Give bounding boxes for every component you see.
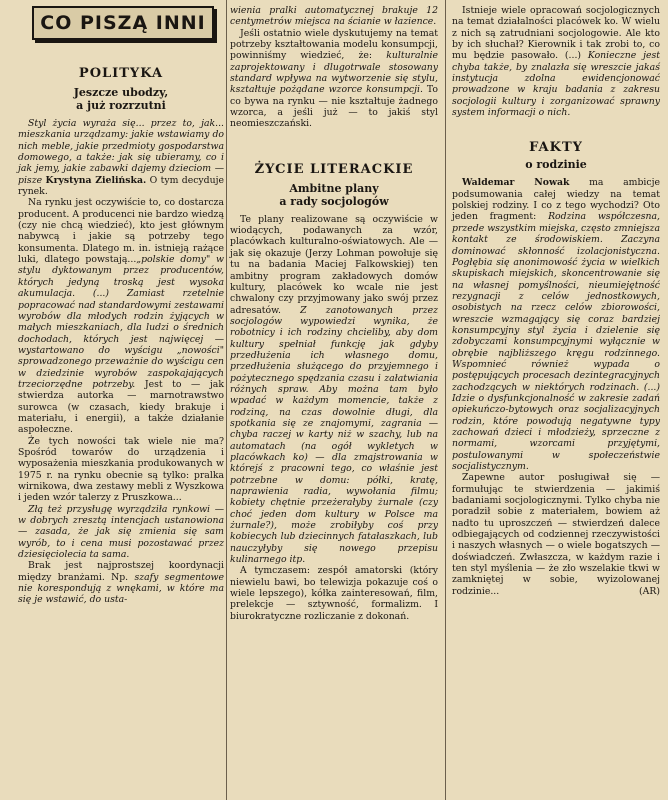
- quote: szafy segmentowe nie korespondują z wnękami, w które ma się je wstawić, do usta-: [18, 571, 224, 606]
- lede-end: O tym decyduje rynek.: [18, 174, 224, 198]
- paragraph: Na rynku jest oczywiście to, co dostarcza producent. A producenci nie bardzo wiedzą (czy nie chcą wiedzieć), kto jest głównym nabywcą i jakie są potrzeby tego konsumenta. Dlatego m. in. istnieją rażące luki, dlatego powstają...: [18, 197, 224, 266]
- headline-line-2: a rady socjologów: [279, 194, 389, 208]
- section-title-polityka: POLITYKA: [78, 66, 164, 81]
- paragraph: ma ambicje podsumowania całej wiedzy na temat polskiej rodziny. I co z tego wychodzi? Oto jeden fragment:: [452, 177, 660, 223]
- column-3: [452, 0, 660, 597]
- column-1: [18, 0, 224, 606]
- article-fakty: [452, 177, 660, 597]
- paragraph: Zapewne autor posługiwał się — formułując te stwierdzenia — jakimiś badaniami socjologicznymi. Tylko chyba nie poradził sobie z materiałem, bowiem aż nadto tu uproszczeń — stwierdzeń dalece odbiegających od codziennej rzeczywistości i naszych własnych — o wiele bogatszych — doświadczeń. Zwłaszcza, w każdym razie i ten styl myślenia — że zło wszelakie tkwi w zamkniętej w sobie, wyizolowanej rodzinie...: [452, 472, 660, 597]
- headline-line-1: Jeszcze ubodzy,: [73, 86, 169, 99]
- paragraph: To co bywa na rynku — nie kształtuje żadnego wzorca, a jeśli już — to jakiś styl neomieszczański.: [230, 84, 438, 130]
- headline-line-1: Ambitne plany: [289, 181, 379, 195]
- paragraph: Te plany realizowane są oczywiście w wiodących, podawanych za wzór, placówkach kulturalno-oświatowych. Ale — jak się okazuje (Jerzy Lohman powołuje się tu na badania Maciej Falkowskiej) ten ambitny program zakładowych domów kultury, placówek ko wcale nie jest chwalony czy przyjmowany jako swój przez adresatów.: [230, 213, 438, 316]
- banner-co-pisza-inni: CO PISZĄ INNI: [32, 6, 214, 40]
- paragraph: Jeśli ostatnio wiele dyskutujemy na temat potrzeby kształtowania modelu konsumpcji, powinniśmy wiedzieć, że:: [230, 27, 438, 62]
- signature: (AR): [639, 585, 660, 597]
- column-rule-2: [445, 0, 446, 800]
- lede: Styl życia wyraża się... przez to, jak... mieszkania urządzamy: jakie wstawiamy do nich meble, jakie przedmioty gospodarstwa domowego, a także: jak się ubieramy, co i jak jemy, jakie zabawki dajemy dzieciom — pisze: [18, 118, 224, 186]
- section-title-zycie-literackie: ŻYCIE LITERACKIE: [254, 161, 414, 177]
- quote: Rodzina współczesna, przede wszystkim miejska, często zmniejsza kontakt ze środowiskiem. Zaczyna dominować skłonność izolacjonistyczna. Pogłębia się anonimowość życia w wielkich skupiskach miejskich, skoncentrowanie się na własnej pomyślności, nieumiejętność rezygnacji z celów jednostkowych, osobistych na rzecz celów zbiorowości, wreszcie wzmagający się coraz bardziej konsumpcyjny styl życia i dzielenie się zdobyczami konsumpcyjnymi wyłącznie w obrębie najbliższego kręgu rodzinnego. Wspomnieć również wypada o postępujących procesach dezintegracyjnych zachodzących w niektórych rodzinach. (...) Idzie o dysfunkcjonalność w zakresie zadań opiekuńczo-bytowych oraz socjalizacyjnych rodzin, które powodują negatywne typy zachowań dzieci i młodzieży, sprzeczne z normami, wzorcami przyjętymi, postulowanymi w społeczeństwie socjalistycznym.: [452, 211, 660, 473]
- column-rule-1: [226, 0, 227, 800]
- author-name: Krystyna Zielińska.: [45, 174, 147, 186]
- paragraph: Złą też przysługę wyrządziła rynkowi — w dobrych zresztą intencjach ustanowiona — zasada, że jak się zmienia się sam wyrób, to i cena musi pozostawać przez dziesięciolecia ta sama.: [18, 503, 224, 561]
- paragraph: Istnieje wiele opracowań socjologicznych na temat działalności placówek ko. W wielu z nich są zatrudniani socjologowie. Ale kto by ich słuchał? Kierownik i tak zrobi to, co mu będzie pasowało. (...): [452, 5, 660, 62]
- paragraph: Brak jest najprostszej koordynacji między branżami. Np.: [18, 560, 224, 583]
- column-2: [230, 0, 438, 622]
- paragraph: Że tych nowości tak wiele nie ma? Spośród towarów do urządzenia i wyposażenia mieszkania produkowanych w 1975 r. na rynku obecnie są tylko: pralka wirnikowa, dwa zestawy mebli z Wyszkowa i jeden wzór talerzy z Pruszkowa...: [18, 435, 224, 504]
- headline: o rodzinie: [525, 158, 587, 172]
- quote: wienia pralki automatycznej brakuje 12 centymetrów miejsca na ścianie w łazience.: [230, 5, 438, 28]
- article-polityka: [18, 118, 224, 606]
- quote: Konieczne jest chyba także, by znalazła się wreszcie jakaś instytucja zdolna ewidencjonować prowadzone w kraju badania z zakresu socjologii kultury i zorganizować sprawny system informacji o nich.: [452, 50, 660, 119]
- quote: „polskie domy" w stylu dyktowanym przez producentów, których jedyną troską jest wysoka akumulacja. (...) Zamiast rzetelnie popracować nad standardowymi zestawami wyrobów dla młodych rodzin żyjących w małych mieszkaniach, dla ludzi o średnich dochodach, których jest najwięcej — wystartowano do wyścigu „nowości" sprowadzonego przeważnie do wyścigu cen w dziedzinie wyrobów zaspokajających trzeciorzędne potrzeby.: [18, 254, 224, 390]
- author-name: Waldemar Nowak: [462, 177, 570, 189]
- quote: kulturalnie zaprojektowany i dlugotrwale stosowany standard wpływa na wytworzenie się stylu, kształtuje pożądane wzorce konsumpcji.: [230, 50, 438, 96]
- headline-line-2: a już rozrzutni: [76, 99, 166, 112]
- article-zycie-continued: [452, 5, 660, 118]
- article-polityka-continued: [230, 5, 438, 130]
- quote: Z zanotowanych przez socjologów wypowiedzi wynika, że robotnicy i ich rodziny chcieliby, aby dom kultury spełniał funkcję jak gdyby przedłużenia ich własnego domu, przedłużenia służącego do przyjemnego i pożytecznego spędzania czasu i załatwiania różnych spraw. Aby można tam było wpadać w każdym momencie, także z rodziną, na czas dowolnie długi, dla spotkania się ze znajomymi, zagrania — chyba raczej w karty niż w szachy, lub na automatach (na ogół wykletych w placówkach ko) — dla zmajstrowania w którejś z pracowni tego, co właśnie jest potrzebne w domu: półki, kratę, naprawienia radia, wywołania filmu; kobiety chętnie przeżerałyby żurnale (czy choć jeden dom kultury w Polsce ma żurnale?), może zrobiłyby coś przy kobiecych lub dziecinnych fatałaszkach, lub nauczyłyby się nowego przepisu kulinarnego itp.: [230, 304, 438, 566]
- paragraph: A tymczasem: zespół amatorski (który niewielu bawi, bo telewizja pokazuje coś o wiele lepszego), kółka zainteresowań, film, prelekcje — sztywność, formalizm. I biurokratyczne rozliczanie z dokonań.: [230, 565, 438, 622]
- section-title-fakty: FAKTY: [529, 140, 583, 156]
- paragraph: Jest to — jak stwierdza autorka — marnotrawstwo surowca (w czasach, kiedy brakuje i materiału, i energii), a także działanie aspołeczne.: [18, 378, 224, 436]
- article-zycie-literackie: [230, 214, 438, 622]
